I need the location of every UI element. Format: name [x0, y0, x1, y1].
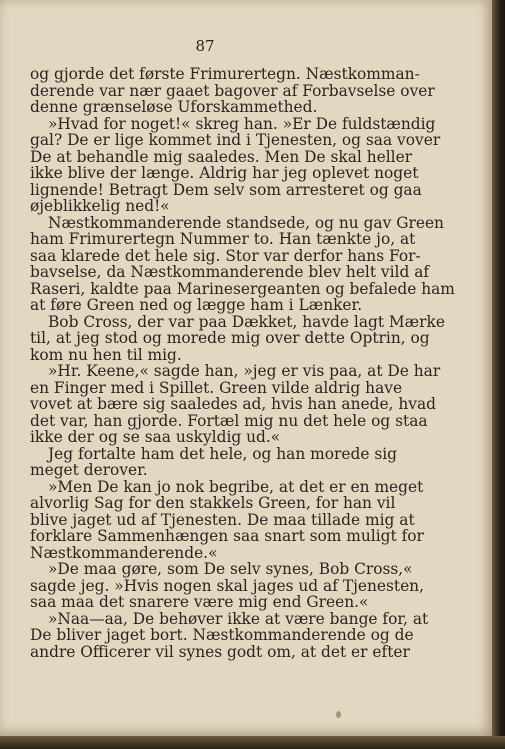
text-line: »De maa gøre, som De selv synes, Bob Cross,«: [48, 560, 413, 578]
text-line: bavselse, da Næstkommanderende blev helt vild af: [30, 263, 430, 281]
text-line: denne grænseløse Uforskammethed.: [30, 98, 318, 116]
text-line: derende var nær gaaet bagover af Forbavselse over: [30, 81, 435, 100]
text-line: »Men De kan jo nok begribe, at det er en meget: [48, 477, 424, 496]
page-bottom-edge: [0, 736, 505, 749]
text-line: lignende! Betragt Dem selv som arresteret og gaa: [30, 180, 422, 199]
text-line: ikke der og se saa uskyldig ud.«: [30, 428, 281, 446]
text-line: Bob Cross, der var paa Dækket, havde lagt Mærke: [48, 312, 445, 331]
book-binding-edge: [492, 0, 505, 749]
text-line: meget derover.: [30, 461, 148, 479]
text-line: en Finger med i Spillet. Green vilde aldrig have: [30, 378, 403, 397]
text-line: det var, han gjorde. Fortæl mig nu det hele og staa: [30, 411, 428, 430]
text-line: at føre Green ned og lægge ham i Lænker.: [30, 296, 363, 314]
text-line: »Naa—aa, De behøver ikke at være bange for, at: [48, 609, 429, 628]
text-line: forklare Sammenhængen saa snart som muligt for: [30, 527, 424, 545]
text-line: kom nu hen til mig.: [30, 345, 182, 364]
text-line: Næstkommanderende standsede, og nu gav Green: [48, 213, 444, 232]
text-line: Jeg fortalte ham det hele, og han morede sig: [48, 444, 398, 463]
text-line: til, at jeg stod og morede mig over dette Optrin, og: [30, 329, 430, 347]
text-line: ikke blive der længe. Aldrig har jeg oplevet noget: [30, 164, 419, 182]
text-line: andre Officerer vil synes godt om, at det er efter: [30, 642, 410, 661]
text-line: »Hvad for noget!« skreg han. »Er De fuldstændig: [48, 114, 436, 133]
text-line: øjeblikkelig ned!«: [30, 197, 170, 215]
text-line: gal? De er lige kommet ind i Tjenesten, og saa vover: [30, 131, 441, 149]
text-line: sagde jeg. »Hvis nogen skal jages ud af Tjenesten,: [30, 576, 424, 595]
text-line: vovet at bære sig saaledes ad, hvis han anede, hvad: [30, 395, 436, 413]
text-line: og gjorde det første Frimurertegn. Næstkomman-: [30, 65, 420, 83]
text-line: saa klarede det hele sig. Stor var derfor hans For-: [30, 246, 421, 265]
text-line: blive jaget ud af Tjenesten. De maa tillade mig at: [30, 510, 415, 529]
text-line: De at behandle mig saaledes. Men De skal heller: [30, 147, 413, 166]
text-line: saa maa det snarere være mig end Green.«: [30, 593, 369, 611]
text-line: Raseri, kaldte paa Marinesergeanten og befalede ham: [30, 279, 455, 298]
paper-blemish: [336, 711, 341, 718]
text-line: Næstkommanderende.«: [30, 543, 218, 562]
page-number: 87: [195, 37, 215, 55]
text-line: De bliver jaget bort. Næstkommanderende og de: [30, 626, 414, 644]
body-text: [30, 65, 455, 661]
text-line: ham Frimurertegn Nummer to. Han tænkte jo, at: [30, 230, 416, 248]
text-line: »Hr. Keene,« sagde han, »jeg er vis paa, at De har: [48, 362, 441, 380]
text-line: alvorlig Sag for den stakkels Green, for han vil: [30, 494, 396, 512]
